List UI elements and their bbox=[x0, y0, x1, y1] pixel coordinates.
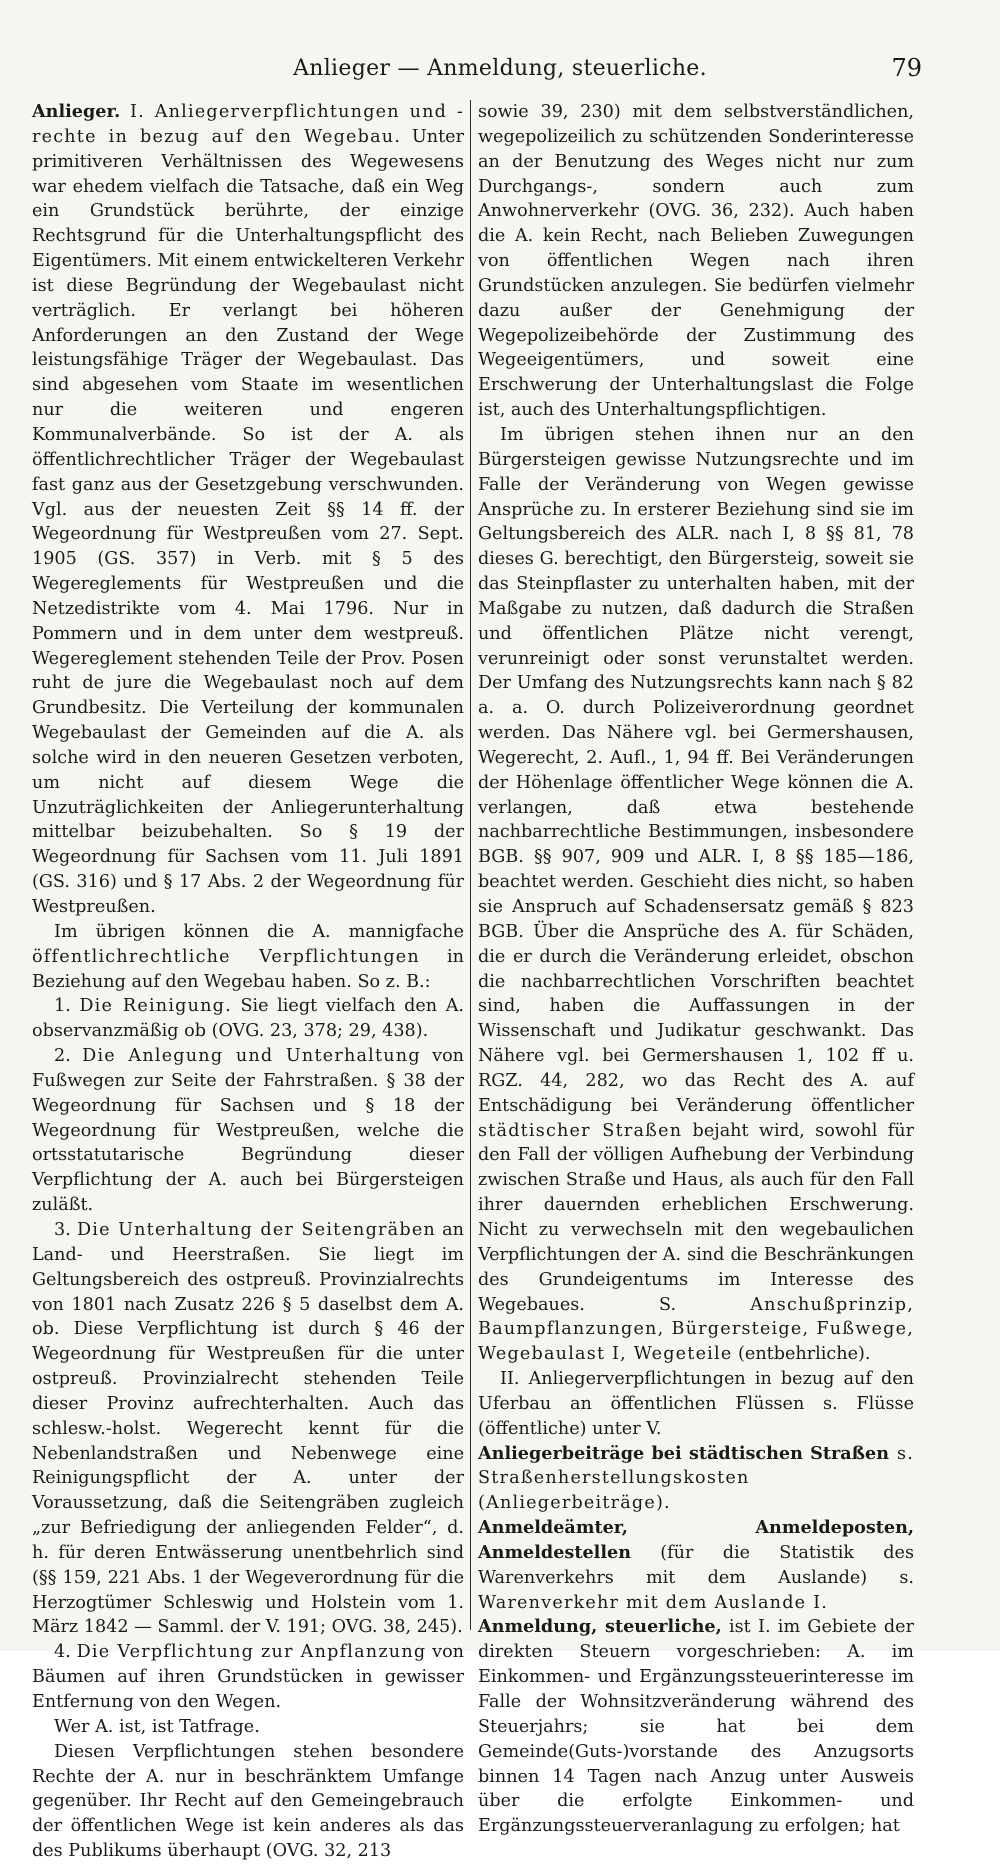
paragraph-text: Sie liegt vielfach den A. observanzmäßig ob (OVG. 23, 378; 29, 438). bbox=[32, 996, 464, 1042]
spaced-term: Die Unterhaltung der Seitengräben bbox=[76, 1219, 436, 1240]
spaced-term: Die Reinigung. bbox=[79, 996, 232, 1017]
spaced-term: öffentlichrechtliche Verpflichtungen bbox=[32, 946, 420, 967]
paragraph-text: ist I. im Gebiete der direkten Steuern vorgeschrieben: A. im Einkommen- und Ergänzungssteuerinteresse im Falle der Wohnsitzveränderung während des Steuerjahrs; sie hat bei dem Gemeinde(Guts-)vorstande des Anzugsorts binnen 14 Tagen nach Anzug unter Ausweis über die erfolgte Einkommen- und Ergänzungssteuerveranlagung zu erfolgen; hat bbox=[478, 1617, 914, 1837]
item-number: 1. bbox=[54, 996, 80, 1017]
cross-reference: Anschußprinzip, Baumpflanzungen, Bürgersteige, Fußwege, Wegebaulast I, Wegeteile bbox=[478, 1294, 914, 1365]
paragraph-text: Im übrigen stehen ihnen nur an den Bürgersteigen gewisse Nutzungsrechte und im Falle der Veränderung von Wegen gewisse Ansprüche zu. In ersterer Beziehung sind sie im Geltungsbereich des ALR. nach I, 8 §§ 81, 78 dieses G. berechtigt, den Bürgersteig, soweit sie das Steinpflaster zu unterhalten haben, mit der Maßgabe zu nutzen, daß dadurch die Straßen und öffentlichen Plätze nicht verengt, verunreinigt oder sonst verunstaltet werden. Der Umfang des Nutzungsrechts kann nach § 82 a. a. O. durch Polizeiverordnung geordnet werden. Das Nähere vgl. bei Germershausen, Wegerecht, 2. Aufl., 1, 94 ff. Bei Veränderungen der Höhenlage öffentlicher Wege können die A. verlangen, daß etwa bestehende nachbarrechtliche Bestimmungen, insbesondere BGB. §§ 907, 909 und ALR. I, 8 §§ 185—186, beachtet werden. Geschieht dies nicht, so haben sie Anspruch auf Schadensersatz gemäß § 823 BGB. Über die Ansprüche des A. für Schäden, die er durch die Veränderung erleidet, obschon die nachbarrechtlichen Vorschriften beachtet sind, haben die Auffassungen in der Wissenschaft und Judikatur geschwankt. Das Nähere vgl. bei Germershausen 1, 102 ff u. RGZ. 44, 282, wo das Recht des A. auf Entschädigung bei Veränderung öffentlicher bbox=[478, 424, 914, 1116]
paragraph-text: (entbehrliche). bbox=[732, 1344, 871, 1365]
entry-keyword: Anlieger. bbox=[32, 101, 121, 122]
paragraph-text: an Land- und Heerstraßen. Sie liegt im Geltungsbereich des ostpreuß. Provinzialrechts von 1801 nach Zusatz 226 § 5 daselbst dem A. ob. Diese Verpflichtung ist durch § 46 der Wegeordnung für Westpreußen für die unter ostpreuß. Provinzialrecht stehenden Teile dieser Provinz aufrechterhalten. Auch das schlesw.-holst. Wegerecht kennt für die Nebenlandstraßen und Nebenwege eine Reinigungspflicht der A. unter der Voraussetzung, daß die Seitengräben zugleich „zur Befriedigung der anliegenden Felder“, d. h. für deren Entwässerung unentbehrlich sind (§§ 159, 221 Abs. 1 der Wegeverordnung für die Herzogtümer Schleswig und Holstein vom 1. März 1842 — Samml. der V. 191; OVG. 38, 245). bbox=[32, 1219, 464, 1638]
cross-reference: s. Straßenherstellungskosten (Anliegerbeiträge). bbox=[478, 1443, 914, 1514]
paragraph-text: Im übrigen können die A. mannigfache bbox=[54, 921, 464, 942]
entry-keyword: Anmeldeämter, Anmeldeposten, Anmeldestellen bbox=[478, 1517, 914, 1563]
list-item bbox=[32, 1640, 464, 1715]
entry-anliegerbeitraege bbox=[478, 1442, 914, 1517]
spaced-term: Die Verpflichtung zur Anpflanzung bbox=[76, 1642, 427, 1663]
paragraph-text: Unter primitiveren Verhältnissen des Wegewesens war ehedem vielfach die Tatsache, daß ein Weg ein Grundstück berührte, der einzige Rechtsgrund für die Unterhaltungspflicht des Eigentümers. Mit einem entwickelteren Verkehr ist diese Begründung der Wegebaulast nicht verträglich. Er verlangt bei höheren Anforderungen an den Zustand der Wege leistungsfähige Träger der Wegebaulast. Das sind abgesehen vom Staate im wesentlichen nur die weiteren und engeren Kommunalverbände. So ist der A. als öffentlichrechtlicher Träger der Wegebaulast fast ganz aus der Gesetzgebung verschwunden. Vgl. aus der neuesten Zeit §§ 14 ff. der Wegeordnung für Westpreußen vom 27. Sept. 1905 (GS. 357) in Verb. mit § 5 des Wegereglements für Westpreußen und die Netzedistrikte vom 4. Mai 1796. Nur in Pommern und in dem unter dem westpreuß. Wegereglement stehenden Teile der Prov. Posen ruht de jure die Wegebaulast noch auf dem Grundbesitz. Die Verteilung der kommunalen Wegebaulast der Gemeinden auf die A. als solche wird in den neueren Gesetzen verboten, um nicht auf diesem Wege die Unzuträglichkeiten der Anliegerunterhaltung mittelbar beizubehalten. So § 19 der Wegeordnung für Sachsen vom 11. Juli 1891 (GS. 316) und § 17 Abs. 2 der Wegeordnung für Westpreußen. bbox=[32, 126, 464, 917]
list-item bbox=[32, 1218, 464, 1640]
paragraph-text: (für die Statistik des Warenverkehrs mit dem Auslande) s. bbox=[478, 1542, 914, 1588]
spaced-term: Die Anlegung und Unterhaltung bbox=[82, 1046, 421, 1067]
item-number: 2. bbox=[54, 1046, 83, 1067]
paragraph: II. Anliegerverpflichtungen in bezug auf den Uferbau an öffentlichen Flüssen s. Flüsse (öffentliche) unter V. bbox=[478, 1369, 914, 1439]
page-number: 79 bbox=[891, 54, 922, 82]
section-heading: I. Anliegerverpflichtungen und -rechte in bezug auf den Wegebau. bbox=[32, 102, 464, 147]
paragraph: Diesen Verpflichtungen stehen besondere Rechte der A. nur in beschränktem Umfange gegenüber. Ihr Recht auf den Gemeingebrauch der öffentlichen Wege ist kein anderes als das des Publikums überhaupt (OVG. 32, 213 bbox=[32, 1741, 464, 1862]
entry-anmeldung bbox=[478, 1615, 914, 1839]
item-number: 4. bbox=[54, 1642, 77, 1663]
list-item bbox=[32, 1044, 464, 1218]
list-item bbox=[32, 994, 464, 1044]
column-divider bbox=[470, 100, 471, 1630]
entry-anmeldeaemter bbox=[478, 1516, 914, 1615]
entry-keyword: Anmeldung, steuerliche, bbox=[478, 1616, 722, 1638]
paragraph-text: von Bäumen auf ihren Grundstücken in gewisser Entfernung von den Wegen. bbox=[32, 1642, 464, 1712]
item-number: 3. bbox=[54, 1219, 77, 1240]
entry-keyword: Anliegerbeiträge bei städtischen Straßen bbox=[478, 1442, 890, 1464]
running-title: Anlieger — Anmeldung, steuerliche. bbox=[293, 56, 707, 81]
entry-anlieger bbox=[32, 100, 464, 920]
paragraph bbox=[32, 920, 464, 995]
page-header bbox=[0, 52, 1000, 88]
paragraph-text: in Beziehung auf den Wegebau haben. So z. B.: bbox=[32, 946, 464, 992]
paragraph: sowie 39, 230) mit dem selbstverständlichen, wegepolizeilich zu schützenden Sonderinteresse an der Benutzung des Weges nicht nur zum Durchgangs-, sondern auch zum Anwohnerverkehr (OVG. 36, 232). Auch haben die A. kein Recht, nach Belieben Zuwegungen von öffentlichen Wegen nach ihren Grundstücken anzulegen. Sie bedürfen vielmehr dazu außer der Genehmigung der Wegepolizeibehörde der Zustimmung des Wegeeigentümers, und soweit eine Erschwerung der Unterhaltungslast die Folge ist, auch des Unterhaltungspflichtigen. bbox=[478, 102, 914, 421]
spaced-term: städtischer Straßen bbox=[478, 1120, 683, 1141]
cross-reference: Warenverkehr mit dem Auslande I. bbox=[478, 1592, 829, 1613]
left-column bbox=[32, 100, 464, 1864]
paragraph-text: bejaht wird, sowohl für den Fall der völligen Aufhebung der Verbindung zwischen Straße und Haus, als auch für den Fall ihrer dauernden erheblichen Erschwerung. Nicht zu verwechseln mit den wegebaulichen Verpflichtungen der A. sind die Beschränkungen des Grundeigentums im Interesse des Wegebaues. S. bbox=[478, 1120, 914, 1315]
right-column bbox=[478, 100, 914, 1839]
paragraph bbox=[478, 423, 914, 1367]
paragraph: Wer A. ist, ist Tatfrage. bbox=[54, 1716, 260, 1737]
paragraph-text: von Fußwegen zur Seite der Fahrstraßen. § 38 der Wegeordnung für Sachsen und § 18 der Wegeordnung für Westpreußen, welche die ortsstatutarische Begründung dieser Verpflichtung der A. auch bei Bürgersteigen zuläßt. bbox=[32, 1046, 464, 1216]
